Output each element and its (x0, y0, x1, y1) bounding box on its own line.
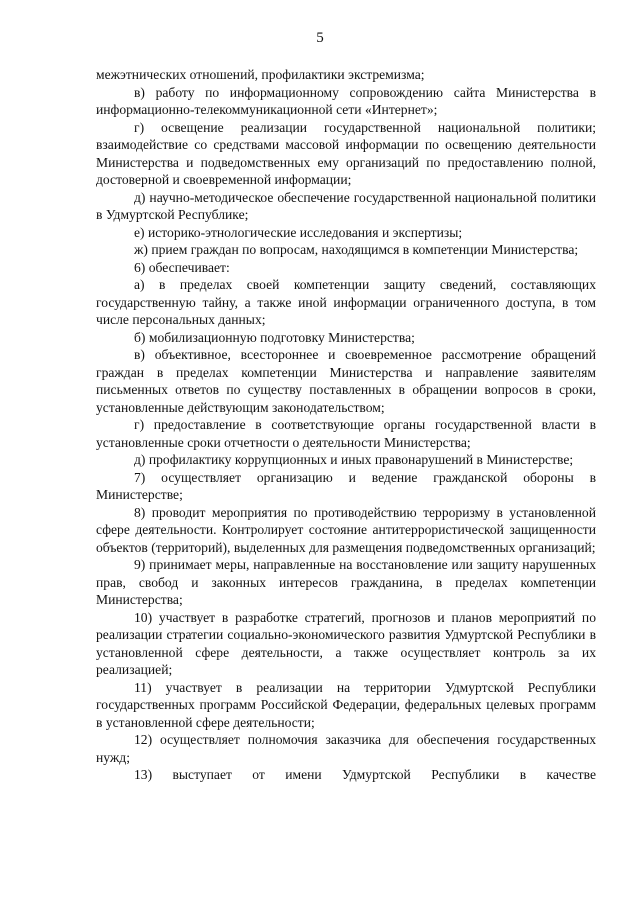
paragraph-item-e-research: е) историко-этнологические исследования и экспертизы; (134, 224, 463, 240)
paragraph-item-9-rights: 9) принимает меры, направленные на восстановление или защиту нарушенных прав, свобод и законных интересов гражданина, в пределах компетенции Министерства; (96, 557, 596, 607)
paragraph-continuation: межэтнических отношений, профилактики экстремизма; (96, 67, 425, 82)
paragraph-item-d-methodology: д) научно-методическое обеспечение государственной национальной политики в Удмуртской Республике; (96, 189, 596, 222)
paragraph-item-g-media: г) освещение реализации государственной национальной политики; взаимодействие со средствами массовой информации по освещению деятельности Министерства и подведомственных ему организаций по предоставлению полной, достоверной и своевременной информации; (96, 119, 596, 187)
paragraph-item-v-site: в) работу по информационному сопровождению сайта Министерства в информационно-телекоммуникационной сети «Интернет»; (96, 84, 596, 117)
paragraph-item-7-civil-defense: 7) осуществляет организацию и ведение гражданской обороны в Министерстве; (96, 469, 596, 502)
document-body (96, 66, 596, 784)
paragraph-item-12-customer: 12) осуществляет полномочия заказчика для обеспечения государственных нужд; (96, 732, 596, 765)
paragraph-item-b-mobilization: б) мобилизационную подготовку Министерства; (134, 329, 415, 345)
paragraph-item-v-appeals: в) объективное, всестороннее и своевременное рассмотрение обращений граждан в пределах компетенции Министерства и направление заявителям письменных ответов по существу поставленных в обращении вопросов в сроки, установленные действующим законодательством; (96, 347, 596, 415)
paragraph-item-zh-reception: ж) прием граждан по вопросам, находящимся в компетенции Министерства; (134, 242, 579, 257)
paragraph-item-d-corruption: д) профилактику коррупционных и иных правонарушений в Министерстве; (134, 452, 574, 467)
paragraph-item-10-strategies: 10) участвует в разработке стратегий, прогнозов и планов мероприятий по реализации стратегии социально-экономического развития Удмуртской Республики в установленной сфере деятельности, а также осуществляет контроль за их реализацией; (96, 609, 596, 677)
paragraph-item-g-reporting: г) предоставление в соответствующие органы государственной власти в установленные сроки отчетности о деятельности Министерства; (96, 417, 596, 450)
page-number: 5 (316, 30, 324, 46)
paragraph-item-6-provides: 6) обеспечивает: (134, 259, 230, 275)
paragraph-item-a-secrecy: а) в пределах своей компетенции защиту сведений, составляющих государственную тайну, а также иной информации ограниченного доступа, в том числе персональных данных; (96, 277, 596, 327)
paragraph-item-11-programs: 11) участвует в реализации на территории Удмуртской Республики государственных программ Российской Федерации, федеральных целевых программ в установленной сфере деятельности; (96, 679, 596, 730)
paragraph-item-13-represents: 13) выступает от имени Удмуртской Республики в качестве (134, 767, 596, 782)
paragraph-item-8-terrorism: 8) проводит мероприятия по противодействию терроризму в установленной сфере деятельности. Контролирует состояние антитеррористической защищенности объектов (территорий), выделенных для размещения подведомственных организаций; (96, 504, 596, 555)
